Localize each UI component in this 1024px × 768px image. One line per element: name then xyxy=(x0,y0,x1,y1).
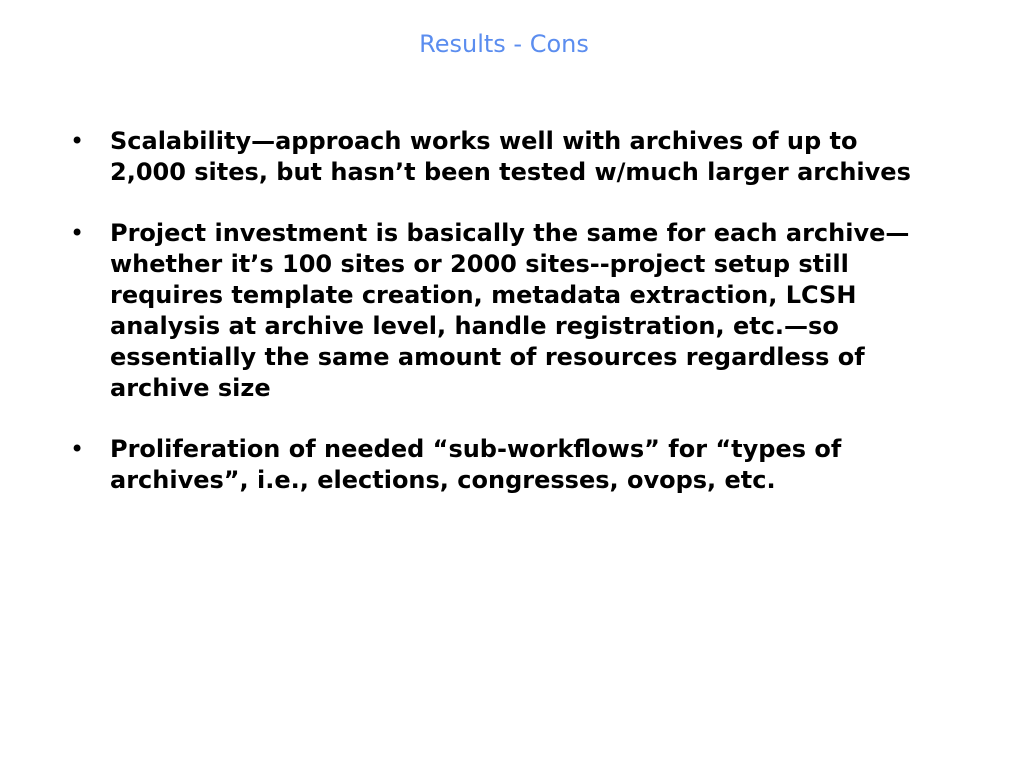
slide-title: Results - Cons xyxy=(419,30,589,58)
bullet-dot-icon: • xyxy=(70,219,85,247)
bullet-item-project-investment xyxy=(70,218,920,404)
bullet-dot-icon: • xyxy=(70,435,85,463)
bullet-item-proliferation xyxy=(70,434,920,496)
bullet-text: Proliferation of needed “sub-workflows” for “types of archives”, i.e., elections, congresses, ovops, etc. xyxy=(110,435,842,494)
bullet-item-scalability xyxy=(70,126,920,188)
bullet-dot-icon: • xyxy=(70,127,85,155)
bullet-text: Project investment is basically the same for each archive—whether it’s 100 sites or 2000 sites--project setup still requires template creation, metadata extraction, LCSH analysis at archive level, handle registration, etc.—so essentially the same amount of resources regardless of archive size xyxy=(110,219,910,402)
bullet-list xyxy=(70,126,920,526)
bullet-text: Scalability—approach works well with archives of up to 2,000 sites, but hasn’t been tested w/much larger archives xyxy=(110,127,911,186)
